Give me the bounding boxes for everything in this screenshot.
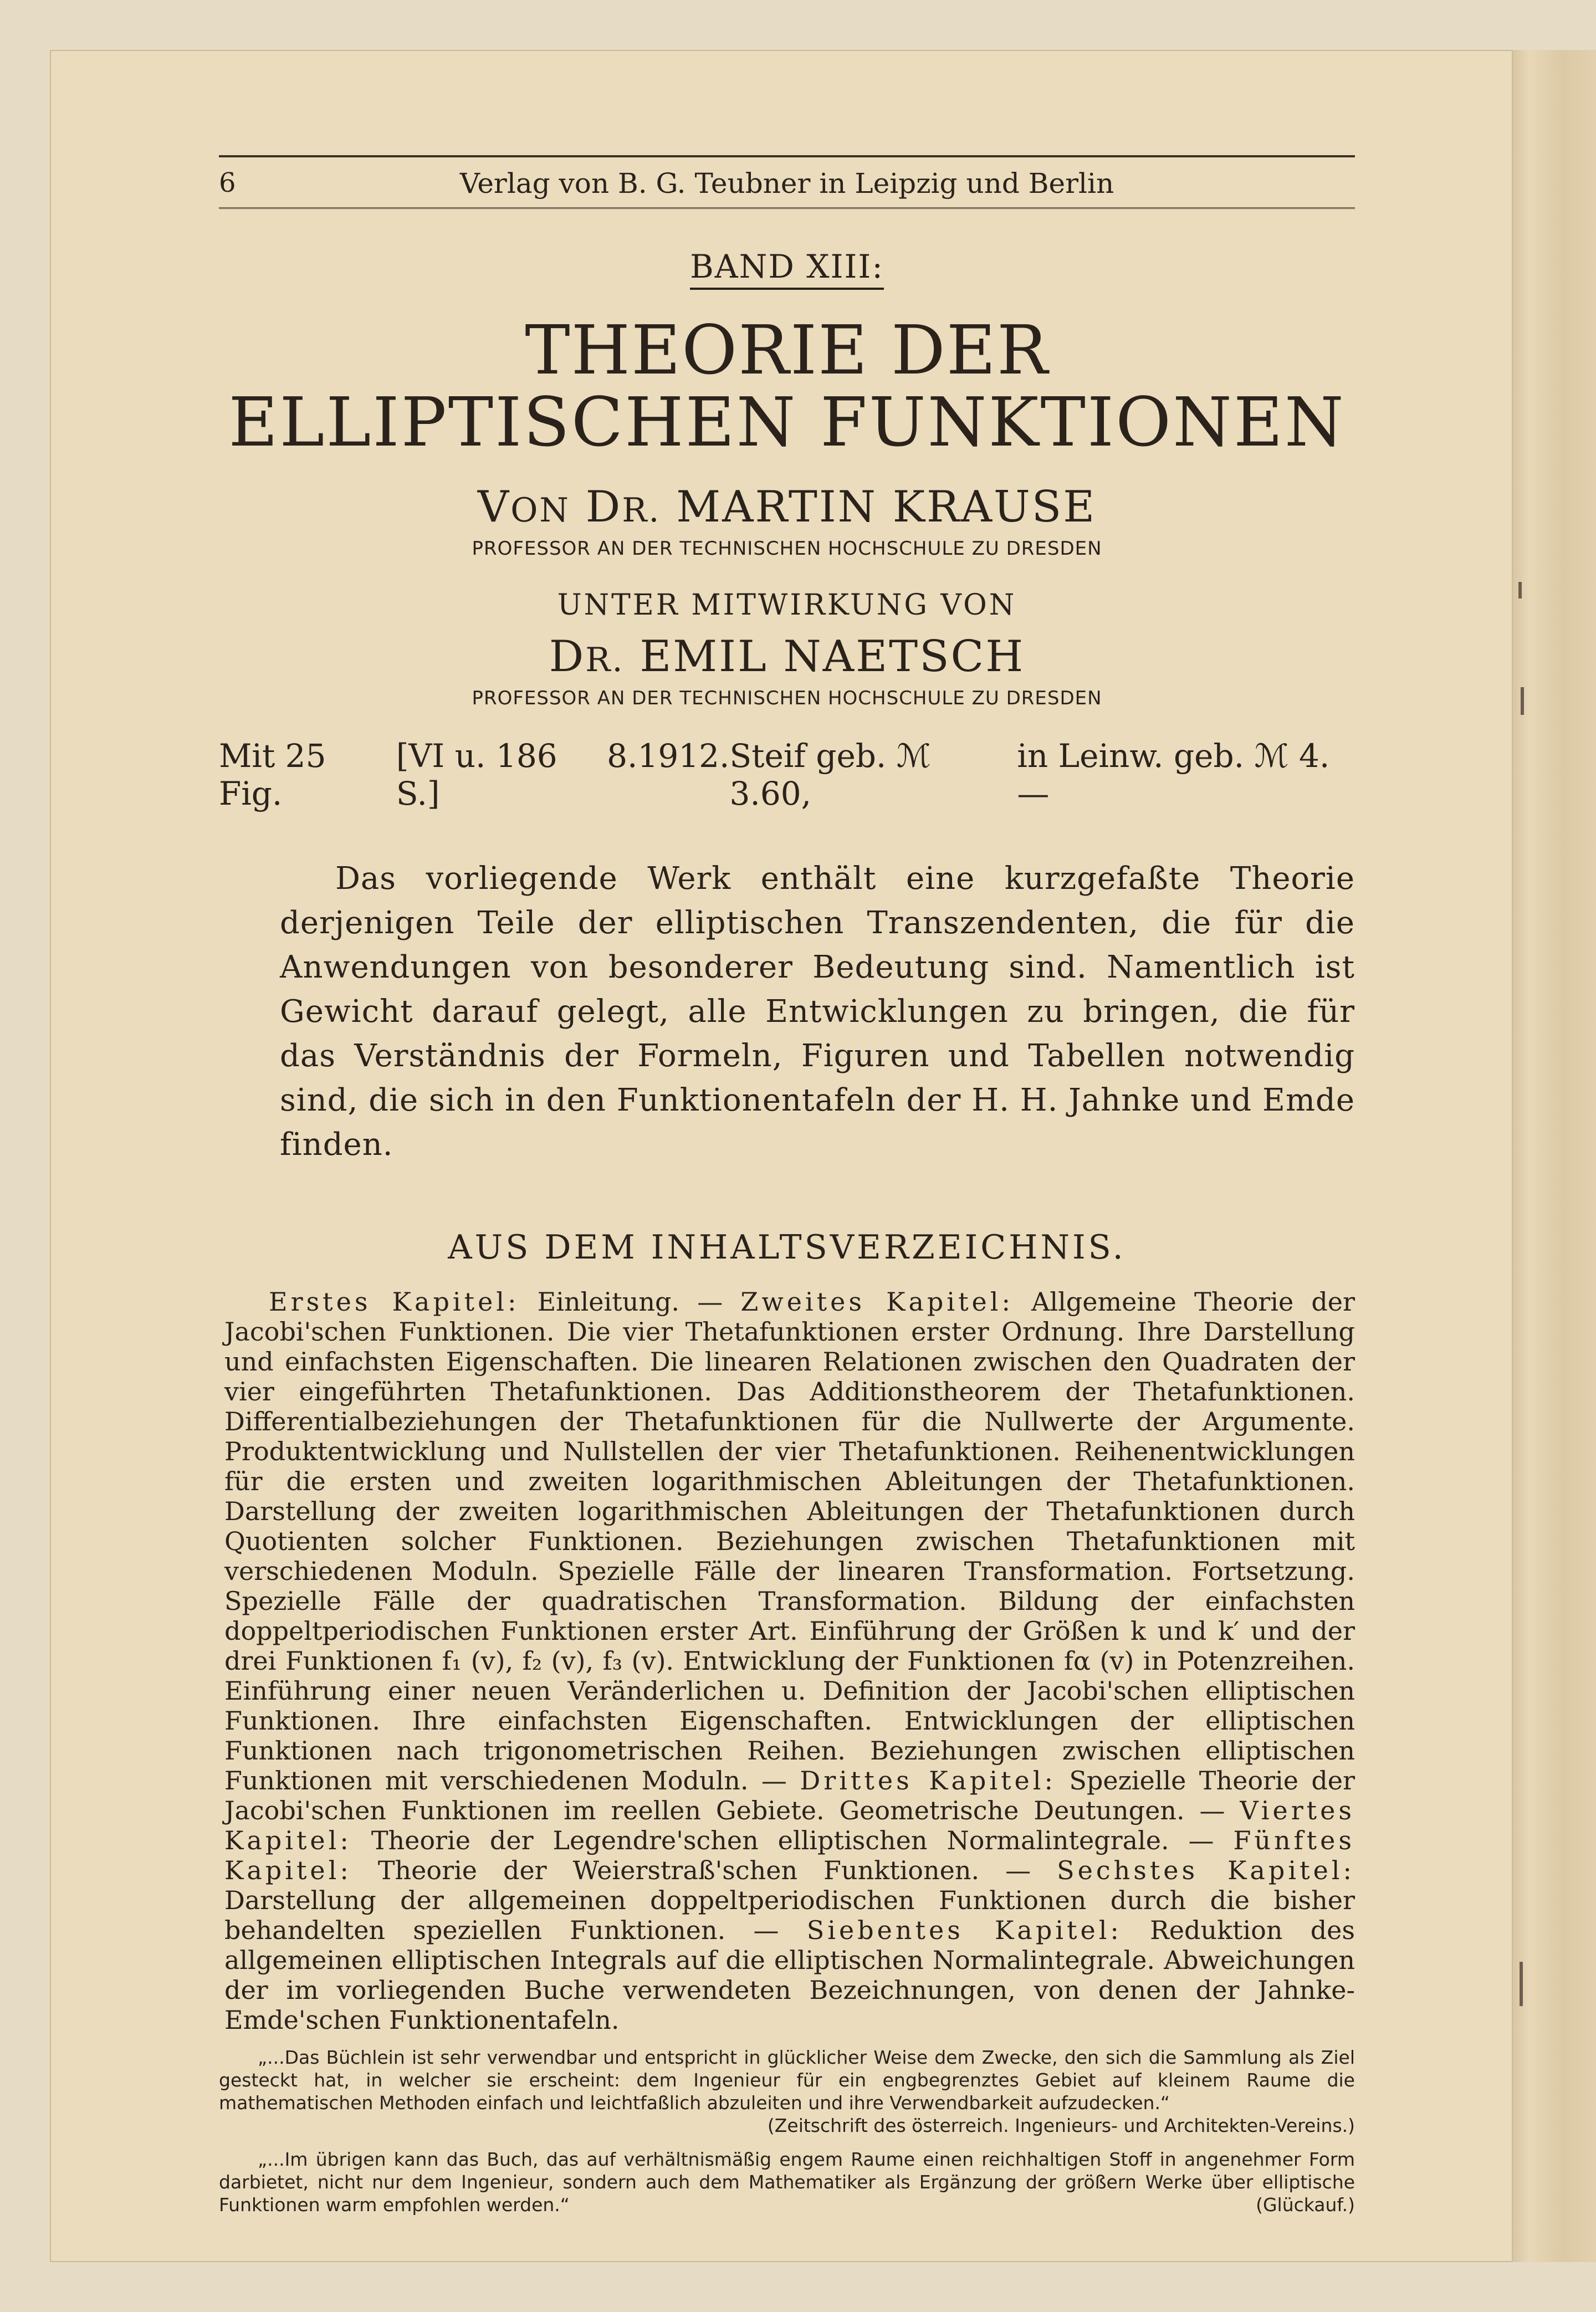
coauthor-dr-rest: R.	[585, 641, 625, 679]
chapter-label: Viertes Kapitel:	[224, 1796, 1355, 1855]
coauthor-dr-initial: D	[549, 632, 586, 682]
review-quote-2	[219, 2148, 1355, 2216]
format: 8.	[607, 737, 638, 775]
chapter-label: Zweites Kapitel:	[740, 1287, 1014, 1317]
review-text: „...Im übrigen kann das Buch, das auf verhältnismäßig engem Raume einen reichhaltigen Stoff in angenehmer Form darbietet, nicht nur dem Ingenieur, sondern auch dem Mathematiker als Ergänzung der größern Werke über elliptische Funktionen warm empfohlen werden.“	[219, 2149, 1355, 2216]
year: 1912.	[637, 737, 730, 775]
next-page-edge	[1513, 50, 1596, 2262]
chapter-text: Darstellung der allgemeinen doppeltperiodischen Funktionen durch die bisher behandelten speziellen Funktionen. —	[224, 1885, 1355, 1945]
chapter-label: Sechstes Kapitel:	[1057, 1855, 1355, 1885]
price-cloth: in Leinw. geb. ℳ 4.—	[1017, 737, 1330, 812]
review-text: „...Das Büchlein ist sehr verwendbar und entspricht in glücklicher Weise dem Zwecke, den sich die Sammlung als Ziel gesteckt hat, in welcher sie erscheint: dem Ingenieur für ein engbegrenztes Gebiet auf kleinem Raume die mathematischen Methoden einfach und leichtfaßlich abzuleiten und ihre Verwendbarkeit aufzudecken.“	[219, 2047, 1355, 2114]
author-dr-initial: D	[585, 482, 622, 532]
page-content	[219, 155, 1355, 2216]
review-source: (Zeitschrift des österreich. Ingenieurs- und Architekten-Vereins.)	[767, 2115, 1355, 2136]
page-count: [VI u. 186 S.]	[396, 737, 557, 812]
chapter-text: Einleitung. —	[519, 1287, 741, 1317]
chapter-label: Erstes Kapitel:	[269, 1287, 520, 1317]
title-line-1: THEORIE DER	[525, 311, 1049, 390]
chapter-text: Theorie der Weierstraß'schen Funktionen. —	[351, 1855, 1057, 1885]
price-stiff: Steif geb. ℳ 3.60,	[729, 737, 931, 812]
author-affiliation: PROFESSOR AN DER TECHNISCHEN HOCHSCHULE ZU DRESDEN	[472, 538, 1102, 560]
page-number: 6	[219, 167, 236, 198]
collaboration-line: UNTER MITWIRKUNG VON	[557, 589, 1017, 622]
chapter-text: Spezielle Theorie der Jacobi'schen Funktionen im reellen Gebiete. Geometrische Deutungen. —	[224, 1766, 1355, 1825]
coauthor-name: EMIL NAETSCH	[640, 632, 1025, 682]
chapter-text: Theorie der Legendre'schen elliptischen Normalintegrale. —	[351, 1825, 1234, 1855]
figures-count: Mit 25 Fig.	[219, 737, 326, 812]
binding-mark	[1520, 1962, 1523, 2006]
band-label: BAND XIII:	[690, 248, 884, 290]
author-name: MARTIN KRAUSE	[676, 482, 1097, 532]
chapter-label: Drittes Kapitel:	[800, 1766, 1056, 1796]
review-source: (Glückauf.)	[1256, 2194, 1355, 2216]
chapter-label: Siebentes Kapitel:	[806, 1915, 1122, 1945]
coauthor-line	[219, 632, 1355, 682]
review-quote-1	[219, 2046, 1355, 2137]
publisher-line: Verlag von B. G. Teubner in Leipzig und Berlin	[459, 167, 1114, 200]
description-paragraph	[280, 857, 1355, 1167]
title-line-2: ELLIPTISCHEN FUNKTIONEN	[228, 383, 1346, 462]
author-von-initial: V	[477, 482, 511, 532]
author-line	[219, 482, 1355, 532]
chapter-text: Allgemeine Theorie der Jacobi'schen Funktionen. Die vier Thetafunktionen erster Ordnung. Ihre Darstellung und einfachsten Eigenschaften. Die linearen Relationen zwischen den Quadraten der vier eingeführten Thetafunktionen. Das Additionstheorem der Thetafunktionen. Differentialbeziehungen der Thetafunktionen für die Nullwerte der Argumente. Produktentwicklung und Nullstellen der vier Thetafunktionen. Reihenentwicklungen für die ersten und zweiten logarithmischen Ableitungen der Thetafunktionen. Darstellung der zweiten logarithmischen Ableitungen der Thetafunktionen durch Quotienten solcher Funktionen. Beziehungen zwischen Thetafunktionen mit verschiedenen Moduln. Spezielle Fälle der linearen Transformation. Fortsetzung. Spezielle Fälle der quadratischen Transformation. Bildung der einfachsten doppeltperiodischen Funktionen erster Art. Einführung der Größen k und k′ und der drei Funktionen f₁ (v), f₂ (v), f₃ (v). Entwicklung der Funktionen fα (v) in Potenzreihen. Einführung einer neuen Veränderlichen u. Definition der Jacobi'schen elliptischen Funktionen. Ihre einfachsten Eigenschaften. Entwicklungen der elliptischen Funktionen nach trigonometrischen Reihen. Beziehungen zwischen elliptischen Funktionen mit verschiedenen Moduln. —	[224, 1287, 1355, 1796]
binding-mark	[1518, 582, 1522, 599]
author-dr-rest: R.	[622, 491, 661, 530]
chapter-text: Reduktion des allgemeinen elliptischen Integrals auf die elliptischen Normalintegrale. Abweichungen der im vorliegenden Buche verwendeten Bezeichnungen, von denen der Jahnke-Emde'schen Funktionentafeln.	[224, 1915, 1355, 2035]
bibliographic-line	[219, 737, 1355, 812]
toc-paragraph	[224, 1287, 1355, 2035]
description-text: Das vorliegende Werk enthält eine kurzgefaßte Theorie derjenigen Teile der elliptischen Transzendenten, die für die Anwendungen von besonderer Bedeutung sind. Namentlich ist Gewicht darauf gelegt, alle Entwicklungen zu bringen, die für das Verständnis der Formeln, Figuren und Tabellen notwendig sind, die sich in den Funktionentafeln der H. H. Jahnke und Emde finden.	[280, 861, 1355, 1163]
running-header	[219, 155, 1355, 209]
binding-mark	[1521, 687, 1524, 715]
toc-heading: AUS DEM INHALTSVERZEICHNIS.	[448, 1228, 1126, 1267]
band-block	[219, 209, 1355, 290]
chapter-label: Fünftes Kapitel:	[224, 1825, 1355, 1885]
author-von-rest: ON	[510, 491, 570, 530]
coauthor-affiliation: PROFESSOR AN DER TECHNISCHEN HOCHSCHULE ZU DRESDEN	[472, 687, 1102, 709]
